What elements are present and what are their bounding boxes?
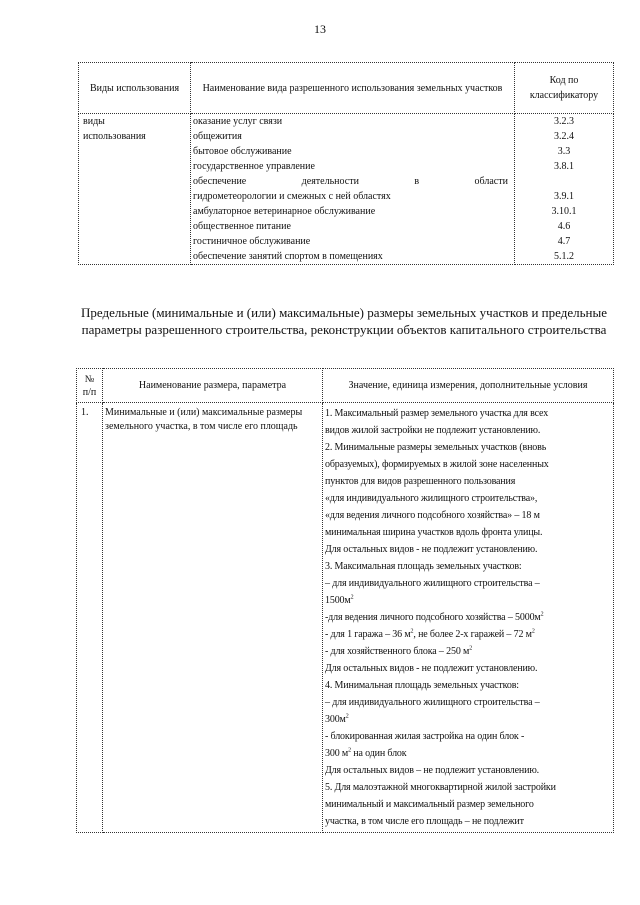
condition-line: образуемых), формируемых в жилой зоне населенных (325, 459, 549, 470)
list-item: оказание услуг связи (193, 116, 283, 127)
code-value: 3.3 (557, 146, 571, 157)
condition-line: $1500м^2$ (325, 594, 354, 606)
condition-line: «для индивидуального жилищного строительства», (325, 493, 538, 504)
condition-line: «для ведения личного подсобного хозяйства» – 18 м (325, 510, 540, 521)
condition-line: -для ведения личного подсобного хозяйства – $5000м^2$ (325, 611, 544, 623)
row-number: 1. (77, 403, 103, 833)
parameter-name: Минимальные и (или) максимальные размеры земельного участка, в том числе его площадь (103, 403, 323, 833)
condition-line: минимальный и максимальный размер земельного (325, 799, 534, 810)
list-item: государственное управление (193, 161, 315, 172)
use-name-column (191, 114, 515, 265)
code-value: 3.8.1 (554, 161, 574, 172)
condition-line: – для индивидуального жилищного строительства – (325, 578, 540, 589)
condition-line: 4. Минимальная площадь земельных участков: (325, 680, 519, 691)
table-header-row (77, 369, 614, 403)
section-heading: Предельные (минимальные и (или) максимальные) размеры земельных участков и предельные параметры разрешенного строительства, реконструкции объектов капитального строительства (81, 305, 607, 337)
list-item: общественное питание (193, 221, 291, 232)
header-value: Значение, единица измерения, дополнительные условия (323, 369, 614, 403)
condition-line: участка, в том числе его площадь – не подлежит (325, 816, 524, 827)
condition-line: 1. Максимальный размер земельного участка для всех (325, 408, 549, 419)
list-item: обеспечение занятий спортом в помещениях (193, 251, 383, 262)
limits-table (76, 368, 614, 833)
page-number: 13 (314, 22, 326, 36)
list-item: бытовое обслуживание (193, 146, 292, 157)
condition-line: - для хозяйственного блока – 250 $м^2$ (325, 645, 473, 657)
header-number: № п/п (77, 369, 103, 403)
code-value: 4.6 (557, 221, 571, 232)
list-item: амбулаторное ветеринарное обслуживание (193, 206, 376, 217)
code-value: 4.7 (557, 236, 571, 247)
list-item: общежития (193, 131, 242, 142)
condition-line: пунктов для видов разрешенного пользования (325, 476, 516, 487)
table-row (77, 403, 614, 833)
code-value: 5.1.2 (554, 251, 574, 262)
condition-line: 3. Максимальная площадь земельных участков: (325, 561, 522, 572)
condition-line: Для остальных видов – не подлежит установлению. (325, 765, 539, 776)
code-column (515, 114, 614, 265)
code-value: 3.2.3 (554, 116, 574, 127)
condition-line: – для индивидуального жилищного строительства – (325, 697, 540, 708)
header-use-name: Наименование вида разрешенного использования земельных участков (191, 63, 515, 114)
condition-line: 300 $м^2$ на один блок (325, 747, 407, 759)
code-value: 3.2.4 (554, 131, 574, 142)
list-item: гидрометеорологии и смежных с ней областях (193, 191, 391, 202)
condition-line: - блокированная жилая застройка на один блок - (325, 731, 525, 742)
header-use-types: Виды использования (79, 63, 191, 114)
condition-line: минимальная ширина участков вдоль фронта улицы. (325, 527, 543, 538)
table-header-row (79, 63, 614, 114)
condition-line: 2. Минимальные размеры земельных участков (вновь (325, 442, 547, 453)
header-classifier-code: Код по классификатору (515, 63, 614, 114)
code-value: 3.10.1 (551, 206, 577, 217)
condition-line: видов жилой застройки не подлежит установлению. (325, 425, 541, 436)
table-row (79, 114, 614, 265)
header-parameter: Наименование размера, параметра (103, 369, 323, 403)
condition-line: Для остальных видов - не подлежит установлению. (325, 544, 538, 555)
permitted-use-table (78, 62, 614, 265)
group-label: виды использования (79, 114, 191, 265)
condition-line: Для остальных видов - не подлежит установлению. (325, 663, 538, 674)
code-value: 3.9.1 (554, 191, 574, 202)
condition-line: - для 1 гаража – 36 $м^2$, не более 2-х гаражей – 72 $м^2$ (325, 628, 535, 640)
condition-line: $300м^2$ (325, 713, 349, 725)
condition-line: 5. Для малоэтажной многоквартирной жилой застройки (325, 782, 556, 793)
list-item-first-line: обеспечение деятельности в области (193, 176, 508, 187)
list-item: гостиничное обслуживание (193, 236, 311, 247)
conditions-text (323, 403, 614, 833)
